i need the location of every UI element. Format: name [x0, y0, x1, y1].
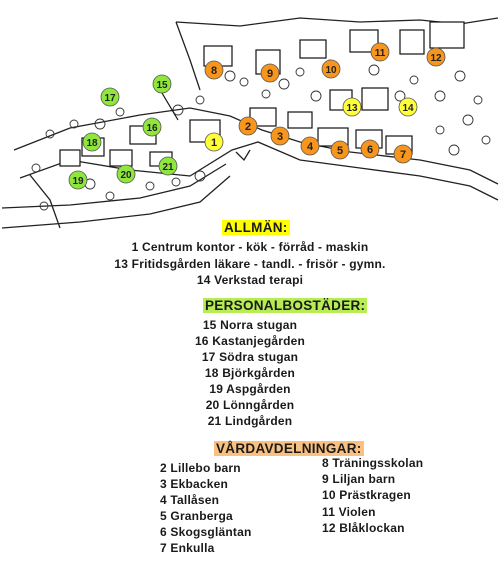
map-marker-6	[361, 140, 379, 158]
legend-item: 1 Centrum kontor - kök - förråd - maskin	[131, 240, 369, 254]
map-marker-7	[394, 145, 412, 163]
map-marker-13	[343, 98, 361, 116]
map-marker-label: 10	[325, 65, 337, 76]
legend-title-vard: VÅRDAVDELNINGAR:	[216, 441, 362, 456]
legend-item: 18 Björkgården	[204, 366, 296, 380]
map-marker-12	[427, 48, 445, 66]
legend-item: 15 Norra stugan	[202, 318, 298, 332]
map-marker-label: 14	[402, 103, 414, 114]
map-marker-11	[371, 43, 389, 61]
map-marker-label: 7	[399, 149, 407, 161]
legend-item: 5 Granberga	[160, 509, 233, 523]
legend-item: 13 Fritidsgården läkare - tandl. - frisör - gymn.	[114, 257, 386, 271]
map-marker-17	[101, 88, 119, 106]
map-marker-18	[83, 133, 101, 151]
legend-item: 2 Lillebo barn	[160, 461, 241, 475]
map-marker-10	[322, 60, 340, 78]
map-marker-label: 4	[306, 141, 314, 153]
map-marker-label: 3	[276, 131, 284, 143]
map-marker-4	[301, 137, 319, 155]
map-marker-label: 15	[156, 80, 168, 91]
map-marker-21	[159, 157, 177, 175]
legend-item: 12 Blåklockan	[322, 521, 405, 535]
map-marker-label: 16	[146, 123, 158, 134]
map-marker-8	[205, 61, 223, 79]
map-marker-15	[153, 75, 171, 93]
map-marker-label: 12	[430, 53, 442, 64]
legend-item: 16 Kastanjegården	[194, 334, 306, 348]
map-marker-19	[69, 171, 87, 189]
map-marker-label: 1	[210, 137, 218, 149]
legend-item: 6 Skogsgläntan	[160, 525, 252, 539]
map-marker-2	[239, 117, 257, 135]
map-marker-label: 6	[366, 144, 374, 156]
legend-item: 20 Lönngården	[205, 398, 295, 412]
map-marker-label: 21	[162, 162, 174, 173]
map-marker-14	[399, 98, 417, 116]
legend-item: 3 Ekbacken	[160, 477, 229, 491]
map-marker-label: 13	[346, 103, 358, 114]
legend-title-personal: PERSONALBOSTÄDER:	[205, 298, 366, 313]
site-map	[0, 0, 500, 230]
trees	[32, 60, 490, 210]
map-marker-3	[271, 127, 289, 145]
legend-item: 10 Prästkragen	[322, 488, 411, 502]
legend-item: 8 Träningsskolan	[322, 456, 424, 470]
map-marker-9	[261, 64, 279, 82]
map-marker-5	[331, 141, 349, 159]
legend-item: 19 Aspgården	[209, 382, 291, 396]
map-marker-label: 19	[72, 176, 84, 187]
legend-item: 17 Södra stugan	[201, 350, 299, 364]
map-marker-label: 20	[120, 170, 132, 181]
marker-15-leader	[162, 93, 178, 120]
map-marker-label: 18	[86, 138, 98, 149]
map-marker-label: 8	[210, 65, 218, 77]
map-marker-20	[117, 165, 135, 183]
map-marker-1	[205, 133, 223, 151]
map-marker-label: 5	[336, 145, 344, 157]
legend-item: 4 Tallåsen	[160, 493, 220, 507]
map-marker-label: 11	[374, 48, 386, 59]
legend-title-allman: ALLMÄN:	[224, 220, 288, 235]
legend-item: 21 Lindgården	[207, 414, 293, 428]
legend-item: 7 Enkulla	[160, 541, 215, 555]
map-marker-label: 9	[266, 68, 274, 80]
map-marker-label: 17	[104, 93, 116, 104]
legend-item: 11 Violen	[322, 505, 376, 519]
map-marker-16	[143, 118, 161, 136]
legend-item: 14 Verkstad terapi	[196, 273, 304, 287]
map-marker-label: 2	[244, 121, 252, 133]
legend-item: 9 Liljan barn	[322, 472, 396, 486]
